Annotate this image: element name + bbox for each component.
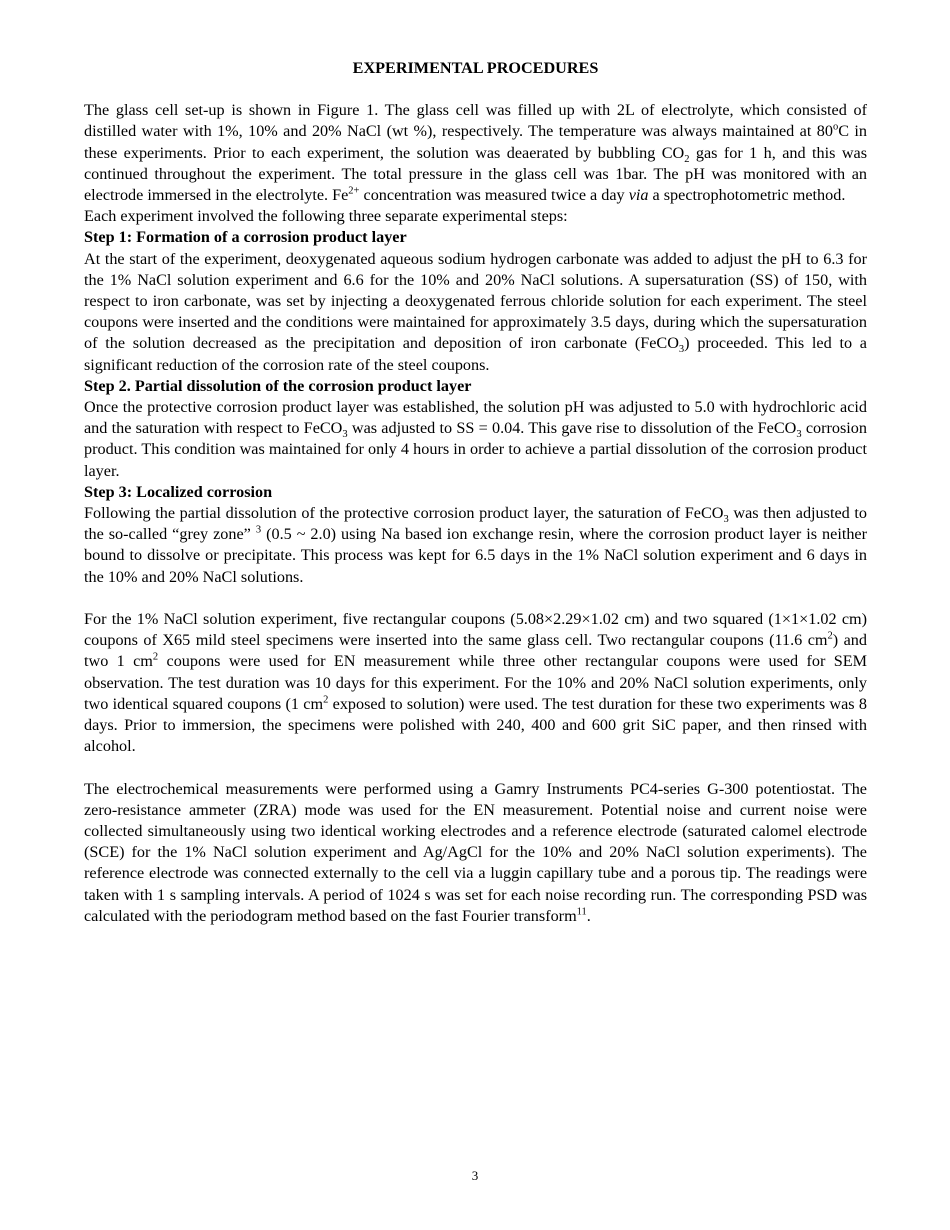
italic-text: via bbox=[628, 186, 649, 205]
step-2-body bbox=[84, 397, 867, 482]
text-run: corrosion product. This condition was maintained for only 4 hours in order to achieve a partial dissolution of the corrosion product layer. bbox=[84, 419, 867, 480]
document-page bbox=[84, 58, 867, 927]
text-run: Once the protective corrosion product layer was established, the solution pH was adjusted to 5.0 with hydrochloric acid and the saturation with respect to FeCO bbox=[84, 398, 867, 438]
superscript: 2 bbox=[152, 652, 159, 664]
subscript: 3 bbox=[342, 429, 348, 441]
text-run: Each experiment involved the following three separate experimental steps: bbox=[84, 207, 568, 226]
superscript: 2 bbox=[827, 630, 833, 642]
superscript: 11 bbox=[576, 906, 587, 918]
text-run: exposed to solution) were used. The test duration for these two experiments was 8 days. Prior to immersion, the specimens were polished with 240, 400 and 600 grit SiC paper, and then rinsed with alcohol. bbox=[84, 694, 867, 756]
measurements-paragraph bbox=[84, 779, 867, 927]
text-run: a spectrophotometric method. bbox=[648, 186, 846, 205]
step-2-heading: Step 2. Partial dissolution of the corrosion product layer bbox=[84, 376, 472, 395]
subscript: 2 bbox=[684, 153, 690, 165]
section-title: EXPERIMENTAL PROCEDURES bbox=[352, 59, 599, 77]
page-number: 3 bbox=[471, 1168, 479, 1183]
text-run: C in these experiments. Prior to each experiment, the solution was deaerated by bubbling CO bbox=[84, 122, 867, 162]
text-run: gas for 1 h, and this was continued throughout the experiment. The total pressure in the glass cell was 1bar. The pH was monitored with an electrode immersed in the electrolyte. Fe bbox=[84, 143, 867, 205]
text-run: . bbox=[586, 906, 591, 925]
step-1-heading: Step 1: Formation of a corrosion product layer bbox=[84, 228, 407, 247]
text-run: At the start of the experiment, deoxygenated aqueous sodium hydrogen carbonate was added to adjust the pH to 6.3 for the 1% NaCl solution experiment and 6.6 for the 10% and 20% NaCl solutions. A supersaturation (SS) of 150, with respect to iron carbonate, was set by injecting a deoxygenated ferrous chloride solution for each experiment. The steel coupons were inserted and the conditions were maintained for approximately 3.5 days, during which the supersaturation of the solution decreased as the precipitation and deposition of iron carbonate (FeCO bbox=[84, 249, 867, 353]
text-run: The electrochemical measurements were performed using a Gamry Instruments PC4-series G-300 potentiostat. The zero-resistance ammeter (ZRA) mode was used for the EN measurement. Potential noise and current noise were collected simultaneously using two identical working electrodes and a reference electrode (saturated calomel electrode (SCE) for the 1% NaCl solution experiment and Ag/AgCl for the 10% and 20% NaCl solution experiments). The reference electrode was connected externally to the cell via a luggin capillary tube and a porous tip. The readings were taken with 1 s sampling intervals. A period of 1024 s was set for each noise recording run. The corresponding PSD was calculated with the periodogram method based on the fast Fourier transform bbox=[84, 779, 867, 925]
subscript: 3 bbox=[723, 514, 729, 526]
text-run: For the 1% NaCl solution experiment, five rectangular coupons (5.08×2.29×1.02 cm) and two squared (1×1×1.02 cm) coupons of X65 mild steel specimens were inserted into the same glass cell. Two rectangular coupons (11.6 cm bbox=[84, 610, 867, 650]
text-run: was adjusted to SS = 0.04. This gave rise to dissolution of the FeCO bbox=[347, 419, 797, 438]
text-run: ) and two 1 cm bbox=[84, 631, 867, 671]
superscript: 2+ bbox=[348, 185, 360, 197]
text-run: (0.5 ~ 2.0) using Na based ion exchange resin, where the corrosion product layer is neither bound to dissolve or precipitate. This process was kept for 6.5 days in the 1% NaCl solution experiment and 6 days in the 10% and 20% NaCl solutions. bbox=[84, 525, 867, 586]
step-3-heading: Step 3: Localized corrosion bbox=[84, 482, 273, 501]
subscript: 3 bbox=[796, 429, 802, 441]
intro-paragraph bbox=[84, 100, 867, 206]
text-run: The glass cell set-up is shown in Figure 1. The glass cell was filled up with 2L of electrolyte, which consisted of distilled water with 1%, 10% and 20% NaCl (wt %), respectively. The temperature was always maintained at 80 bbox=[84, 101, 867, 141]
text-run: concentration was measured twice a day bbox=[359, 186, 629, 205]
intro-steps-sentence bbox=[84, 206, 867, 227]
superscript: 2 bbox=[323, 694, 329, 706]
text-run: Following the partial dissolution of the protective corrosion product layer, the saturation of FeCO bbox=[84, 504, 724, 523]
text-run: coupons were used for EN measurement while three other rectangular coupons were used for SEM observation. The test duration was 10 days for this experiment. For the 10% and 20% NaCl solution experiments, only two identical squared coupons (1 cm bbox=[84, 652, 868, 713]
superscript: o bbox=[832, 122, 839, 134]
superscript: 3 bbox=[255, 524, 262, 536]
subscript: 3 bbox=[678, 344, 685, 356]
coupons-paragraph bbox=[84, 609, 867, 757]
text-run: was then adjusted to the so-called “grey zone” bbox=[84, 504, 867, 544]
text-run: ) proceeded. This led to a significant reduction of the corrosion rate of the steel coupons. bbox=[84, 334, 867, 374]
step-1-body bbox=[84, 249, 867, 376]
step-3-body bbox=[84, 503, 867, 588]
